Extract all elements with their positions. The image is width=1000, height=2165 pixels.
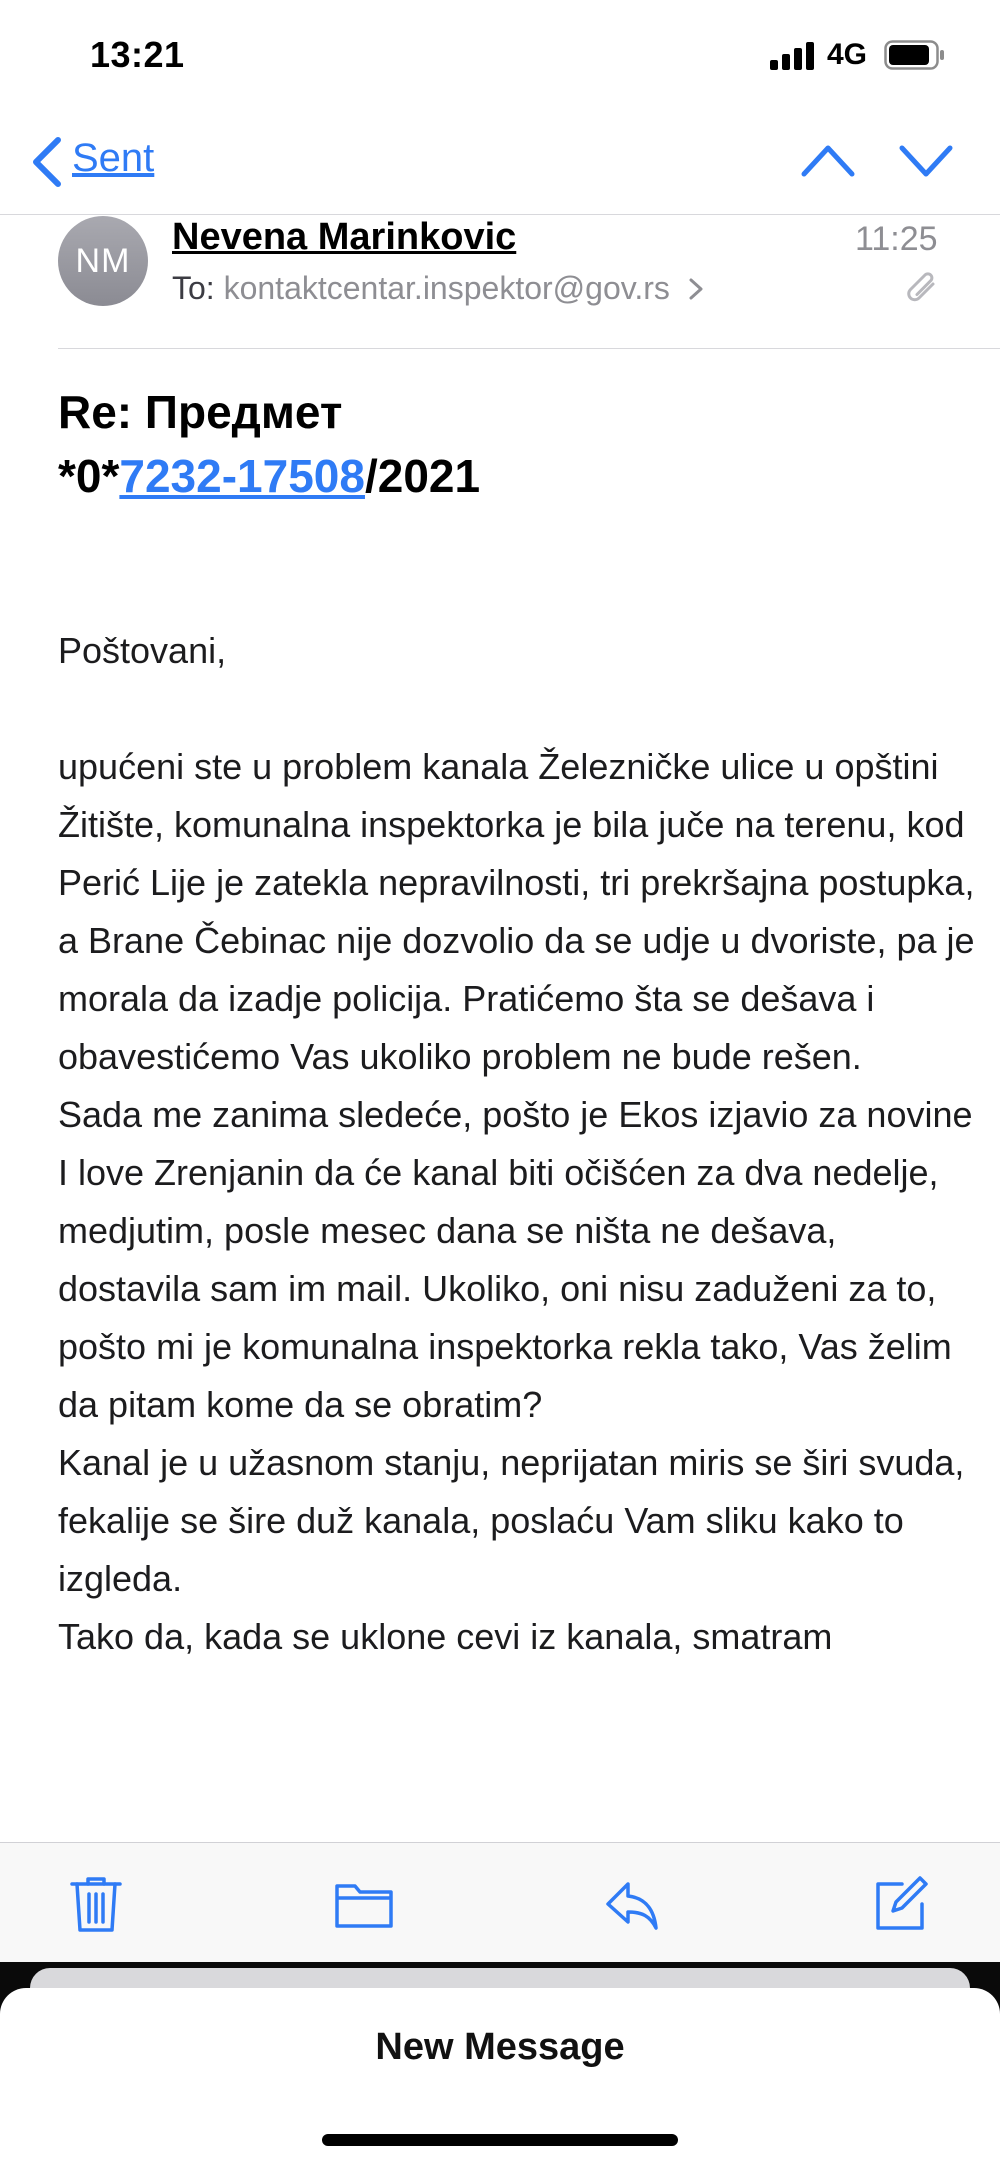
recipient-row[interactable] (172, 270, 705, 307)
network-label: 4G (827, 38, 868, 71)
home-indicator[interactable] (322, 2134, 678, 2146)
body-paragraph-4: Tako da, kada se uklone cevi iz kanala, smatram (58, 1616, 833, 1657)
body-paragraph-1: upućeni ste u problem kanala Železničke ulice u opštini Žitište, komunalna inspektorka je bila juče na terenu, kod Perić Lije je zatekla nepravilnosti, tri prekršajna postupka, a Brane Čebinac nije dozvolio da se udje u dvoriste, pa je morala da izadje policija. Pratićemo šta se dešava i obavestićemo Vas ukoliko problem ne bude rešen. (58, 746, 975, 1077)
subject-prefix: *0* (58, 450, 120, 502)
body-paragraph-3: Kanal je u užasnom stanju, neprijatan miris se širi svuda, fekalije se šire duž kanala, poslaću Vam sliku kako to izgleda. (58, 1442, 965, 1599)
trash-icon[interactable] (68, 1874, 124, 1934)
chevron-right-icon (687, 277, 705, 301)
signal-icon (770, 42, 820, 70)
new-message-title[interactable]: New Message (375, 2026, 625, 2068)
chevron-left-icon[interactable] (30, 136, 64, 188)
bottom-toolbar (0, 1842, 1000, 1963)
subject-case-link[interactable]: 7232-17508 (119, 450, 365, 502)
email-subject (58, 380, 958, 508)
status-time: 13:21 (90, 34, 185, 75)
greeting: Poštovani, (58, 630, 227, 671)
avatar: NM (58, 216, 148, 306)
sender-name[interactable]: Nevena Marinkovic (172, 216, 517, 258)
email-time: 11:25 (855, 220, 938, 258)
subject-line: Re: Предмет (58, 386, 343, 438)
recipient-address: kontaktcentar.inspektor@gov.rs (223, 270, 670, 306)
reply-icon[interactable] (604, 1874, 660, 1934)
email-body (58, 622, 978, 1666)
folder-icon[interactable] (334, 1874, 394, 1934)
body-paragraph-2: Sada me zanima sledeće, pošto je Ekos izjavio za novine I love Zrenjanin da će kanal biti očišćen za dva nedelje, medjutim, posle mesec dana se ništa ne dešava, dostavila sam im mail. Ukoliko, oni nisu zaduženi za to, pošto mi je komunalna inspektorka rekla tako, Vas želim da pitam kome da se obratim? (58, 1094, 973, 1425)
paperclip-icon (905, 270, 941, 310)
to-label: To: (172, 270, 215, 306)
header-divider (58, 348, 1000, 349)
chevron-up-icon[interactable] (800, 140, 856, 180)
subject-number (58, 444, 958, 508)
back-button[interactable]: Sent (72, 136, 155, 180)
compose-icon[interactable] (872, 1874, 928, 1934)
subject-suffix: /2021 (364, 450, 481, 502)
chevron-down-icon[interactable] (898, 140, 954, 180)
battery-icon (884, 40, 946, 70)
